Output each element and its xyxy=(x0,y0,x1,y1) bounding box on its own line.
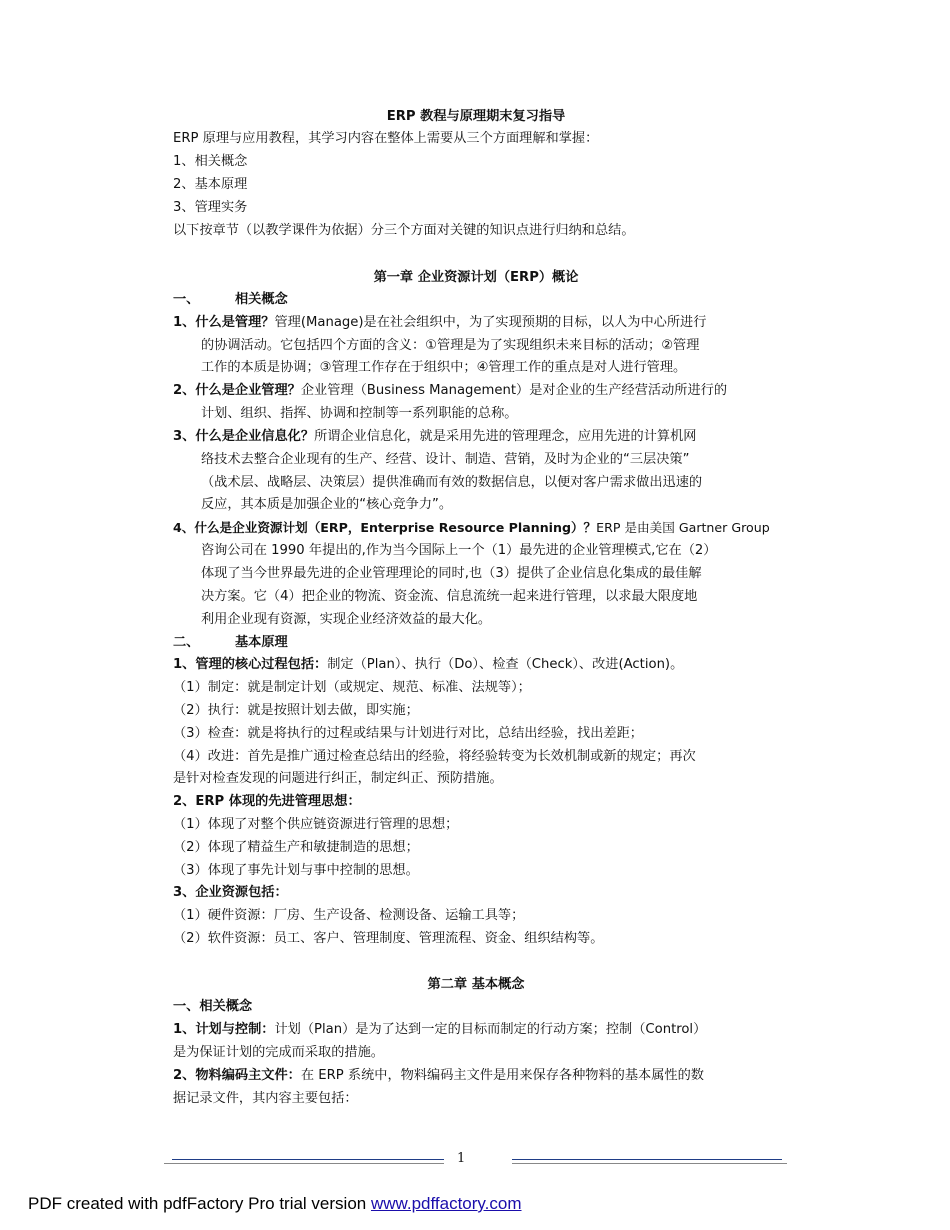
list-item: 是针对检查发现的问题进行纠正，制定纠正、预防措施。 xyxy=(173,771,503,786)
watermark: PDF created with pdfFactory Pro trial version www.pdffactory.com xyxy=(28,1194,522,1213)
definition-item: 1、什么是管理？管理(Manage)是在社会组织中，为了实现预期的目标，以人为中心所进行 xyxy=(173,315,707,330)
footer-rule-left xyxy=(172,1159,444,1160)
intro-item: 1、相关概念 xyxy=(173,154,248,169)
definition-item: 2、什么是企业管理？企业管理（Business Management）是对企业的生产经营活动所进行的 xyxy=(173,383,728,398)
principle-heading: 3、企业资源包括： xyxy=(173,885,288,900)
concept-item: 2、物料编码主文件：在 ERP 系统中，物料编码主文件是用来保存各种物料的基本属性的数 xyxy=(173,1068,704,1083)
list-item: （1）硬件资源：厂房、生产设备、检测设备、运输工具等； xyxy=(173,908,525,923)
chapter-2-title: 第二章 基本概念 xyxy=(427,977,525,992)
page-number: 1 xyxy=(457,1151,466,1166)
definition-item: 4、什么是企业资源计划（ERP，Enterprise Resource Planning）？ERP 是由美国 Gartner Group xyxy=(173,520,770,535)
definition-text: 反应，其本质是加强企业的“核心竞争力”。 xyxy=(201,497,453,512)
definition-text: （战术层、战略层、决策层）提供准确而有效的数据信息，以便对客户需求做出迅速的 xyxy=(201,475,703,490)
definition-text: 的协调活动。它包括四个方面的含义：①管理是为了实现组织未来目标的活动；②管理 xyxy=(201,338,700,353)
section-heading: 基本原理 xyxy=(235,635,288,650)
section-heading: 相关概念 xyxy=(235,292,288,307)
list-item: （1）制定：就是制定计划（或规定、规范、标准、法规等）； xyxy=(173,680,531,695)
chapter-1-title: 第一章 企业资源计划（ERP）概论 xyxy=(373,270,579,285)
section-number: 一、 xyxy=(173,292,200,307)
intro-summary: 以下按章节（以教学课件为依据）分三个方面对关键的知识点进行归纳和总结。 xyxy=(173,223,635,238)
definition-text: 体现了当今世界最先进的企业管理理论的同时,也（3）提供了企业信息化集成的最佳解 xyxy=(201,566,702,581)
document-title: ERP 教程与原理期末复习指导 xyxy=(386,109,566,124)
section-number: 二、 xyxy=(173,635,200,650)
intro-item: 2、基本原理 xyxy=(173,177,248,192)
list-item: （3）体现了事先计划与事中控制的思想。 xyxy=(173,863,419,878)
definition-item: 3、什么是企业信息化？所谓企业信息化，就是采用先进的管理理念，应用先进的计算机网 xyxy=(173,429,697,444)
list-item: （2）体现了精益生产和敏捷制造的思想； xyxy=(173,840,419,855)
footer-rule-right xyxy=(512,1163,787,1164)
list-item: （4）改进：首先是推广通过检查总结出的经验，将经验转变为长效机制或新的规定；再次 xyxy=(173,749,696,764)
footer-rule-right xyxy=(512,1159,782,1160)
definition-text: 决方案。它（4）把企业的物流、资金流、信息流统一起来进行管理，以求最大限度地 xyxy=(201,589,698,604)
definition-text: 咨询公司在 1990 年提出的,作为当今国际上一个（1）最先进的企业管理模式,它在（2） xyxy=(201,543,717,558)
principle-item: 1、管理的核心过程包括：制定（Plan）、执行（Do）、检查（Check）、改进(Action)。 xyxy=(173,657,684,672)
principle-heading: 2、ERP 体现的先进管理思想： xyxy=(173,794,361,809)
section-heading: 一、相关概念 xyxy=(173,999,253,1014)
intro-paragraph: ERP 原理与应用教程，其学习内容在整体上需要从三个方面理解和掌握： xyxy=(173,131,599,146)
list-item: （1）体现了对整个供应链资源进行管理的思想； xyxy=(173,817,459,832)
footer-rule-left xyxy=(164,1163,444,1164)
list-item: （2）软件资源：员工、客户、管理制度、管理流程、资金、组织结构等。 xyxy=(173,931,604,946)
list-item: （3）检查：就是将执行的过程或结果与计划进行对比，总结出经验，找出差距； xyxy=(173,726,643,741)
intro-item: 3、管理实务 xyxy=(173,200,248,215)
definition-text: 络技术去整合企业现有的生产、经营、设计、制造、营销，及时为企业的“三层决策” xyxy=(201,452,690,467)
concept-text: 据记录文件，其内容主要包括： xyxy=(173,1091,358,1106)
definition-text: 利用企业现有资源，实现企业经济效益的最大化。 xyxy=(201,612,492,627)
definition-text: 工作的本质是协调；③管理工作存在于组织中；④管理工作的重点是对人进行管理。 xyxy=(201,360,687,375)
list-item: （2）执行：就是按照计划去做，即实施； xyxy=(173,703,419,718)
concept-text: 是为保证计划的完成而采取的措施。 xyxy=(173,1045,384,1060)
pdffactory-link[interactable]: www.pdffactory.com xyxy=(370,1194,522,1213)
concept-item: 1、计划与控制：计划（Plan）是为了达到一定的目标而制定的行动方案；控制（Control） xyxy=(173,1022,707,1037)
definition-text: 计划、组织、指挥、协调和控制等一系列职能的总称。 xyxy=(201,406,518,421)
